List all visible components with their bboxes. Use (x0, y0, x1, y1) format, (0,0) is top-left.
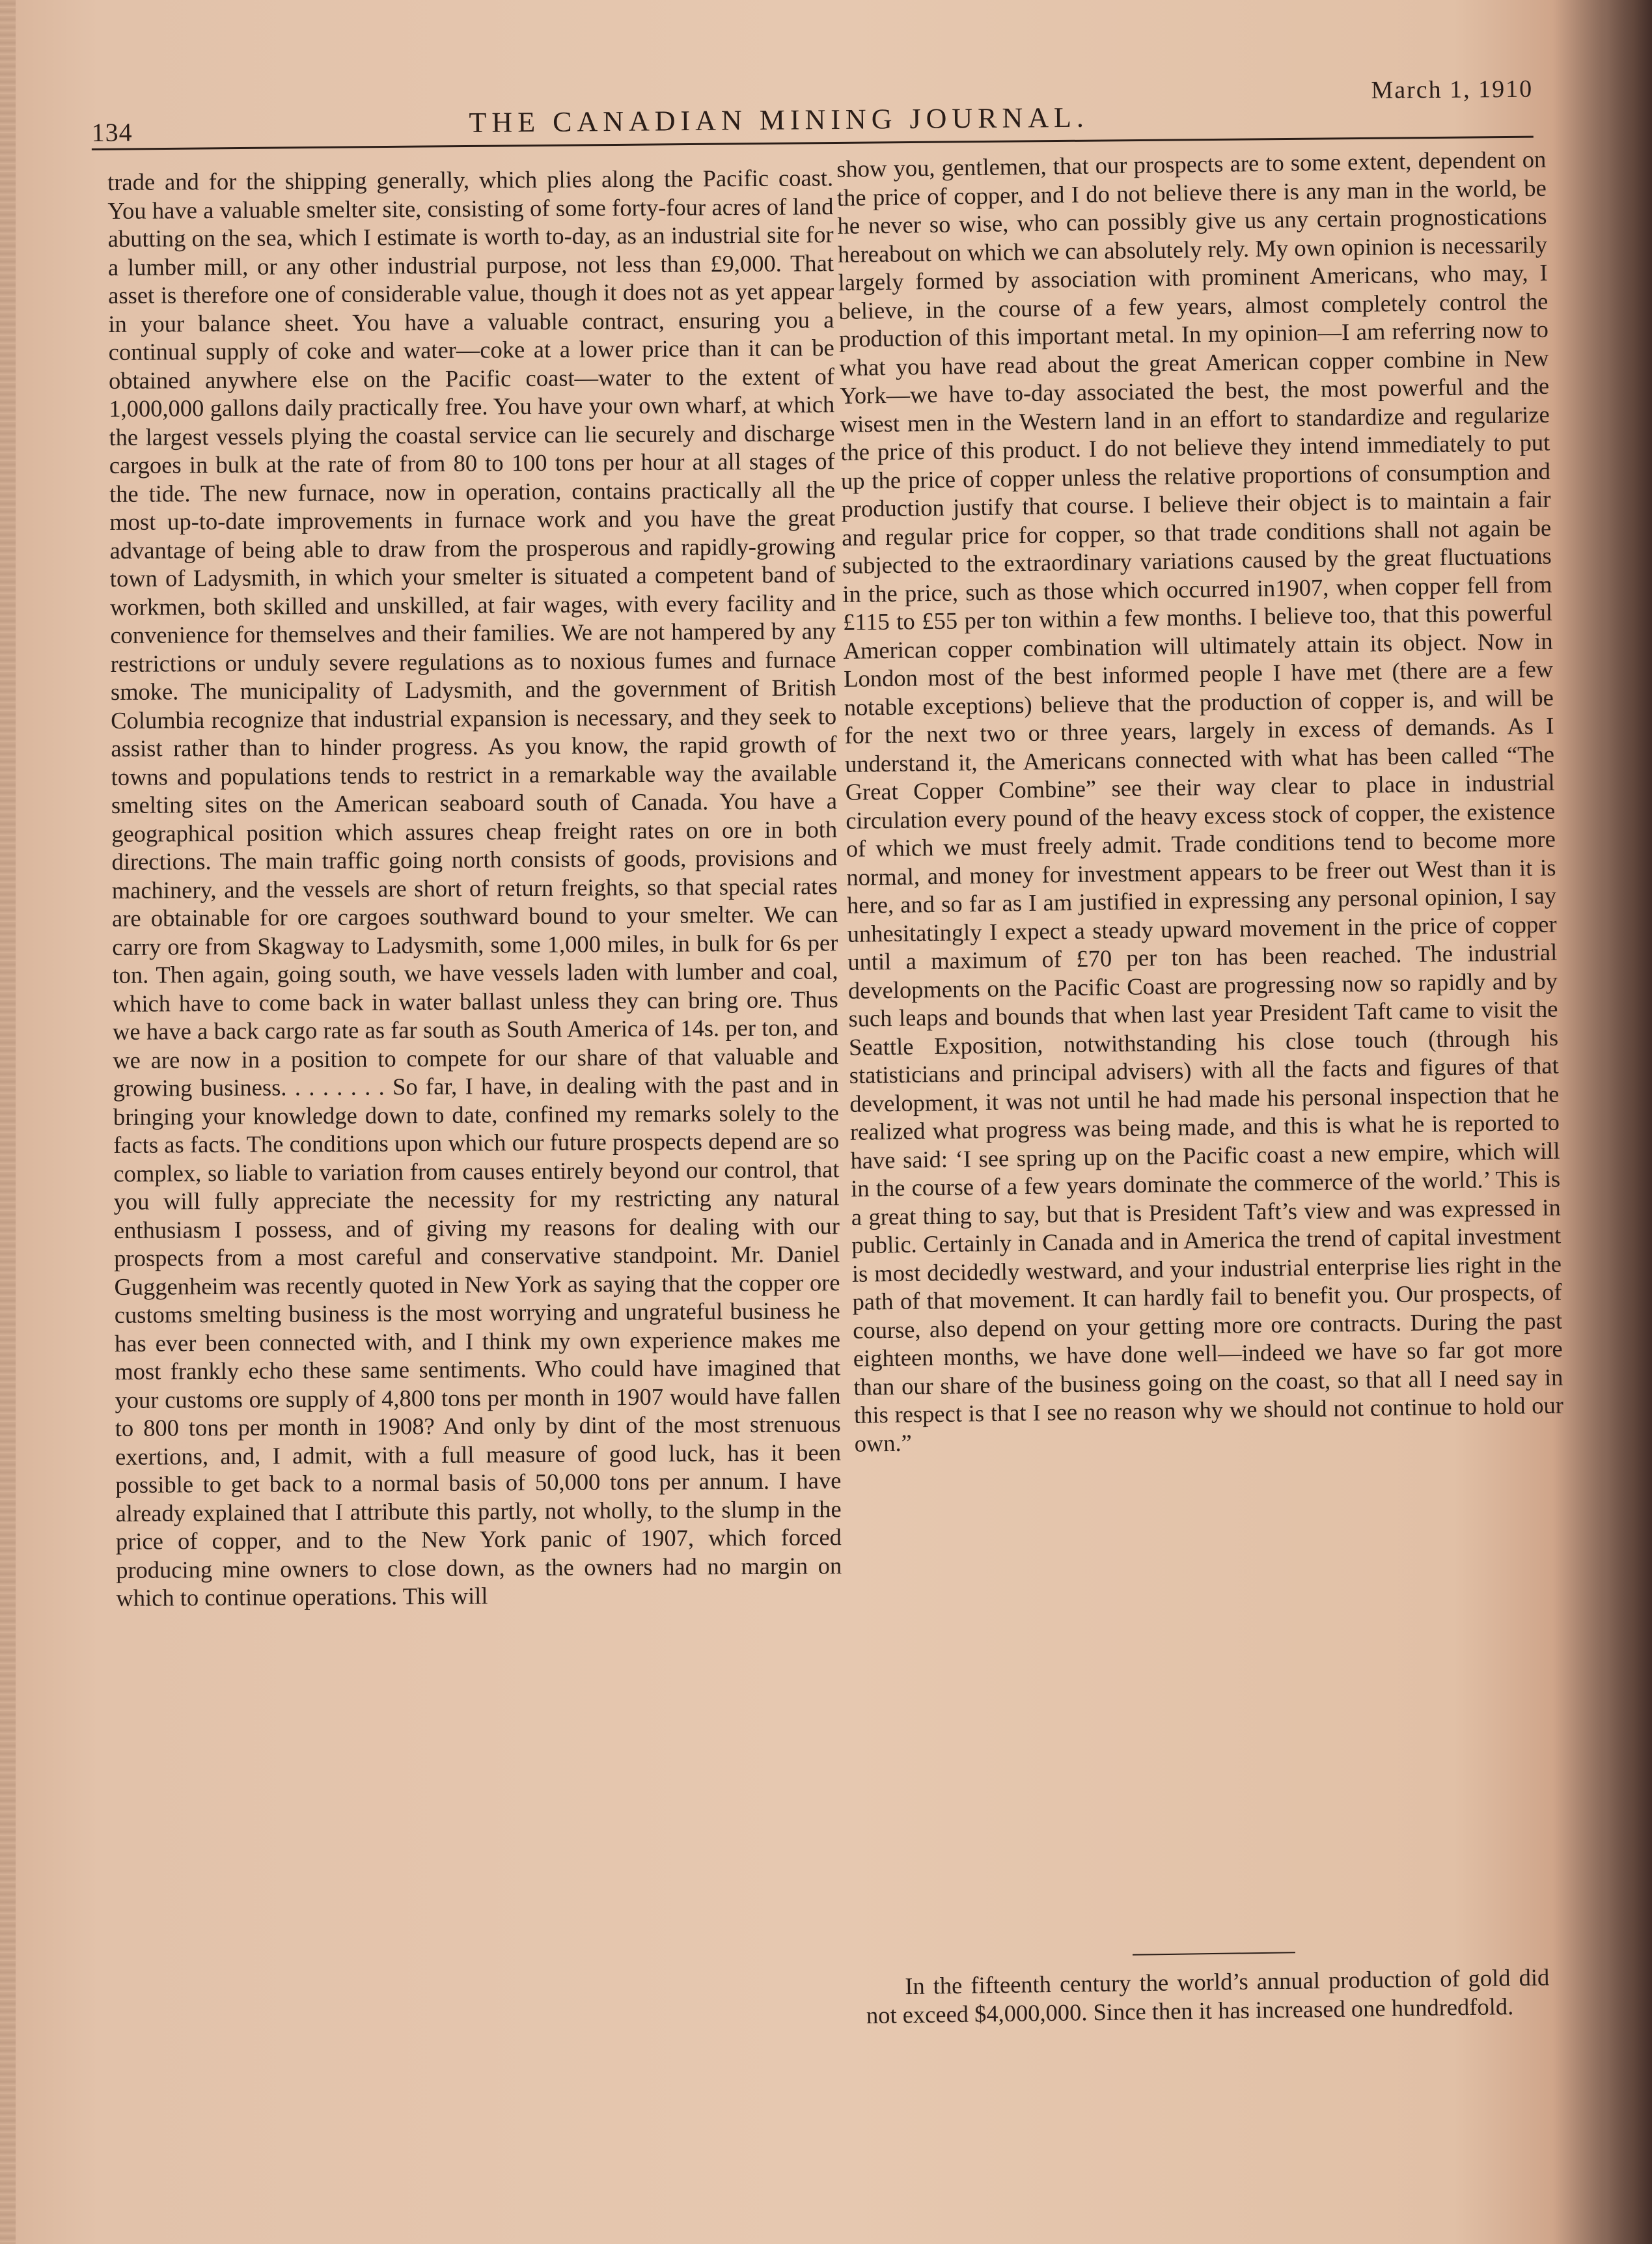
section-divider (1133, 1952, 1295, 1955)
page-number: 134 (91, 117, 133, 147)
page-header (91, 71, 1534, 147)
issue-date: March 1, 1910 (1371, 75, 1534, 104)
page-left-edge (0, 0, 16, 2244)
gold-production-note (866, 1963, 1550, 2030)
page-binding-shadow (1606, 0, 1652, 2244)
note-text: In the fifteenth century the world’s annual production of gold did not exceed $4,000,000. Since then it has increased one hundredfold. (866, 1963, 1550, 2029)
right-column (836, 145, 1564, 1458)
left-column (107, 163, 842, 1612)
journal-title: THE CANADIAN MINING JOURNAL. (469, 101, 1090, 139)
left-column-text: trade and for the shipping generally, which plies along the Pacific coast. You have a valuable smelter site, consisting of some forty-four acres of land abutting on the sea, which I estimate is worth to-day, as an industrial site for a lumber mill, or any other industrial purpose, not less than £9,000. That asset is therefore one of considerable value, though it does not as yet appear in your balance sheet. You have a valuable contract, ensuring you a continual supply of coke and water—coke at a lower price than it can be obtained anywhere else on the Pacific coast—water to the extent of 1,000,000 gallons daily practically free. You have your own wharf, at which the largest vessels plying the coastal service can lie securely and discharge cargoes in bulk at the rate of from 80 to 100 tons per hour at all stages of the tide. The new furnace, now in operation, contains practically all the most up-to-date improvements in furnace work and you have the great advantage of being able to draw from the prosperous and rapidly-growing town of Ladysmith, in which your smelter is situated a competent band of workmen, both skilled and unskilled, at fair wages, with every facility and convenience for themselves and their families. We are not hampered by any restrictions or unduly severe regulations as to noxious fumes and furnace smoke. The municipality of Ladysmith, and the government of British Columbia recognize that industrial expansion is necessary, and they seek to assist rather than to hinder progress. As you know, the rapid growth of towns and populations tends to restrict in a remarkable way the available smelting sites on the American seaboard south of Canada. You have a geographical position which assures cheap freight rates on ore in both directions. The main traffic going north consists of goods, provisions and machinery, and the vessels are short of return freights, so that special rates are obtainable for ore cargoes southward bound to your smelter. We can carry ore from Skagway to Ladysmith, some 1,000 miles, in bulk for 6s per ton. Then again, going south, we have vessels laden with lumber and coal, which have to come back in water ballast unless they can bring ore. Thus we have a back cargo rate as far south as South America of 14s. per ton, and we are now in a position to compete for our share of that valuable and growing business. . . . . . . . So far, I have, in dealing with the past and in bringing your knowledge down to date, confined my remarks solely to the facts as facts. The conditions upon which our future prospects depend are so complex, so liable to variation from causes entirely beyond our control, that you will fully appreciate the necessity for my restricting any natural enthusiasm I possess, and of giving my reasons for dealing with our prospects from a most careful and conservative standpoint. Mr. Daniel Guggenheim was recently quoted in New York as saying that the copper ore customs smelting business is the most worrying and ungrateful business he has ever been connected with, and I think my own experience makes me most frankly echo these same sentiments. Who could have imagined that your customs ore supply of 4,800 tons per month in 1907 would have fallen to 800 tons per month in 1908? And only by dint of the most strenuous exertions, and, I admit, with a full measure of good luck, has it been possible to get back to a normal basis of 50,000 tons per annum. I have already explained that I attribute this partly, not wholly, to the slump in the price of copper, and to the New York panic of 1907, which forced producing mine owners to close down, as the owners had no margin on which to continue operations. This will (107, 164, 842, 1611)
right-column-text: show you, gentlemen, that our prospects are to some extent, dependent on the price of copper, and I do not believe there is any man in the world, be he never so wise, who can possibly give us any certain prognostications hereabout on which we can absolutely rely. My own opinion is necessarily largely formed by association with prominent Americans, who may, I believe, in the course of a few years, almost completely control the production of this important metal. In my opinion—I am referring now to what you have read about the great American copper combine in New York—we have to-day associated the best, the most powerful and the wisest men in the Western land in an effort to standardize and regularize the price of this product. I do not believe they intend immediately to put up the price of copper unless the relative proportions of consumption and production justify that course. I believe their object is to maintain a fair and regular price for copper, so that trade conditions shall not again be subjected to the extraordinary variations caused by the great fluctuations in the price, such as those which occurred in1907, when copper fell from £115 to £55 per ton within a few months. I believe too, that this powerful American copper combination will ultimately attain its object. Now in London most of the best informed people I have met (there are a few notable exceptions) believe that the production of copper is, and will be for the next two or three years, largely in excess of demands. As I understand it, the Americans connected with what has been called “The Great Copper Combine” see their way clear to place in industrial circulation every pound of the heavy excess stock of copper, the existence of which we must freely admit. Trade conditions tend to become more normal, and money for investment appears to be freer out West than it is here, and so far as I am justified in expressing any personal opinion, I say unhesitatingly I expect a steady upward movement in the price of copper until a maximum of £70 per ton has been reached. The industrial developments on the Pacific Coast are progressing now so rapidly and by such leaps and bounds that when last year President Taft came to visit the Seattle Exposition, notwithstanding his close touch (through his statisticians and principal advisers) with all the facts and figures of that development, it was not until he had made his personal inspection that he realized what progress was being made, and this is what he is reported to have said: ‘I see spring up on the Pacific coast a new empire, which will in the course of a few years dominate the commerce of the world.’ This is a great thing to say, but that is President Taft’s view and was expressed in public. Certainly in Canada and in America the trend of capital investment is most decidedly westward, and your industrial enterprise lies right in the path of that movement. It can hardly fail to benefit you. Our prospects, of course, also depend on your getting more ore contracts. During the past eighteen months, we have done well—indeed we have so far got more than our share of the business going on the coast, so that all I need say in this respect is that I see no reason why we should not continue to hold our own.” (836, 145, 1564, 1457)
